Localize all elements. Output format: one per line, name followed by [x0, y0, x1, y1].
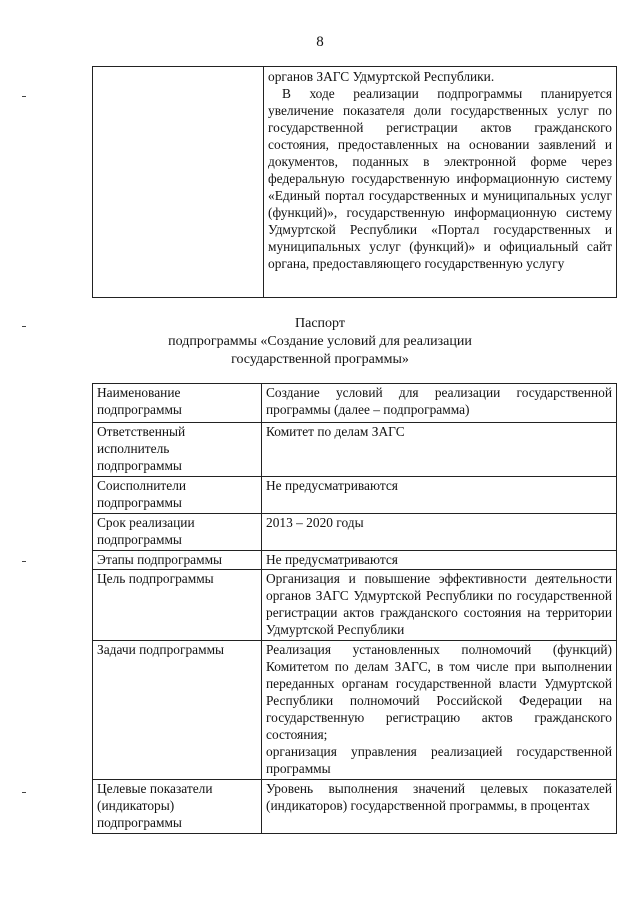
row-value	[262, 641, 617, 780]
table-row	[93, 570, 617, 641]
table-row	[93, 780, 617, 834]
table-row	[93, 551, 617, 570]
row-value	[262, 570, 617, 641]
margin-mark	[22, 326, 26, 327]
row-value-text: организация управления реализацией государственной программы	[266, 744, 612, 776]
row-label: Срок реализации подпрограммы	[93, 514, 262, 551]
table-row	[93, 384, 617, 423]
row-label: Задачи подпрограммы	[93, 641, 262, 780]
page-number: 8	[316, 34, 324, 50]
row-label: Цель подпрограммы	[93, 570, 262, 641]
row-value	[262, 423, 617, 477]
row-value-text: Создание условий для реализации государственной программы (далее – подпрограмма)	[266, 385, 612, 417]
row-value-text: Организация и повышение эффективности деятельности органов ЗАГС Удмуртской Республики по государственной регистрации актов гражданского состояния на территории Удмуртской Республики	[266, 571, 612, 637]
continuation-paragraph: В ходе реализации подпрограммы планируется увеличение показателя доли государственных услуг по государственной регистрации актов гражданского состояния, предоставленных на основании заявлений и документов, поданных в электронной форме через федеральную государственную информационную систему «Единый портал государственных и муниципальных услуг (функций)», государственную информационную систему Удмуртской Республики «Портал государственных и муниципальных услуг (функций)» и официальный сайт органа, предоставляющего государственную услугу	[268, 86, 612, 271]
table-row	[93, 641, 617, 780]
row-value-text: Комитет по делам ЗАГС	[266, 424, 405, 439]
margin-mark	[22, 792, 26, 793]
row-value-text: Не предусматриваются	[266, 478, 398, 493]
row-value	[262, 551, 617, 570]
row-value	[262, 780, 617, 834]
row-value	[262, 384, 617, 423]
row-value	[262, 477, 617, 514]
row-value	[262, 514, 617, 551]
row-value-text: Уровень выполнения значений целевых показателей (индикаторов) государственной программы, в процентах	[266, 781, 612, 813]
table-row	[93, 423, 617, 477]
continuation-line-1: органов ЗАГС Удмуртской Республики.	[268, 69, 495, 84]
passport-title-line: подпрограммы «Создание условий для реализации	[168, 334, 472, 349]
row-label: Этапы подпрограммы	[93, 551, 262, 570]
passport-table	[92, 383, 617, 834]
table-row	[93, 67, 617, 298]
row-value-text: Не предусматриваются	[266, 552, 398, 567]
passport-title-line: Паспорт	[295, 316, 345, 331]
row-label: Ответственный исполнитель подпрограммы	[93, 423, 262, 477]
margin-mark	[22, 561, 26, 562]
row-value-text: 2013 – 2020 годы	[266, 515, 364, 530]
empty-cell	[93, 67, 264, 298]
row-label: Наименование подпрограммы	[93, 384, 262, 423]
passport-title-line: государственной программы»	[231, 352, 409, 367]
row-label: Целевые показатели (индикаторы) подпрограммы	[93, 780, 262, 834]
row-label: Соисполнители подпрограммы	[93, 477, 262, 514]
table-row	[93, 514, 617, 551]
passport-title	[0, 315, 640, 369]
continuation-table	[92, 66, 617, 298]
margin-mark	[22, 96, 26, 97]
table-row	[93, 477, 617, 514]
continuation-text-cell	[264, 67, 617, 298]
row-value-text: Реализация установленных полномочий (функций) Комитетом по делам ЗАГС, в том числе при выполнении переданных органам государственной власти Удмуртской Республики полномочий Российской Федерации на государственную регистрацию актов гражданского состояния;	[266, 642, 612, 742]
